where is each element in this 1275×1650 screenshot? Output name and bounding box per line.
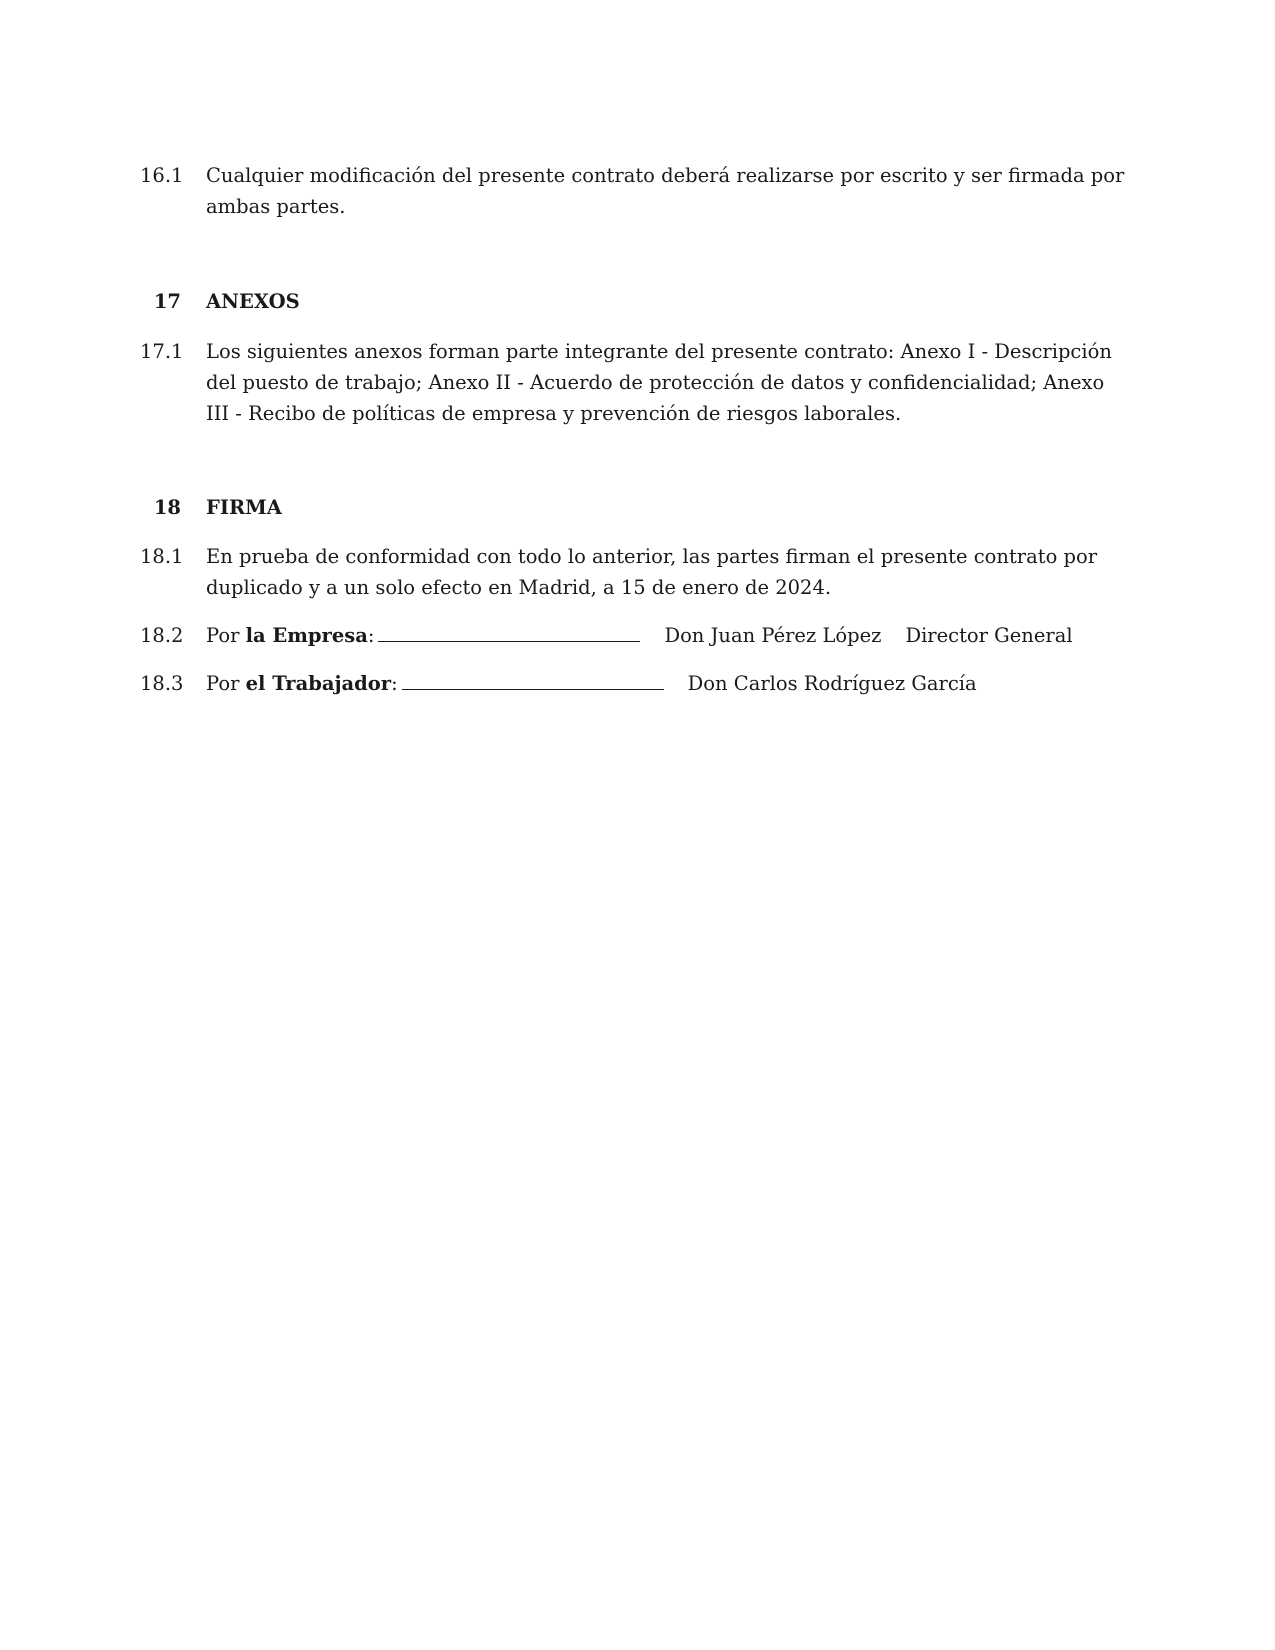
signature-blank — [402, 668, 664, 690]
clause-text: Los siguientes anexos forman parte integrante del presente contrato: Anexo I - Descripción del puesto de trabajo; Anexo II - Acuerdo de protección de datos y confidencialidad; Anexo III - Recibo de políticas de empresa y prevención de riesgos laborales. — [206, 340, 1112, 425]
signature-colon: : — [367, 624, 375, 647]
clause-number: 18.2 — [140, 624, 184, 647]
section-title: ANEXOS — [206, 290, 300, 313]
clause-number: 17.1 — [140, 340, 184, 363]
section-heading-18 — [140, 492, 1125, 523]
signer-name: Don Carlos Rodríguez García — [687, 672, 977, 695]
clause-number: 16.1 — [140, 164, 184, 187]
signature-line-employee — [206, 668, 1125, 699]
signature-colon: : — [391, 672, 398, 695]
clause-number: 18.3 — [140, 672, 184, 695]
clause-16-1 — [140, 160, 1125, 222]
clause-18-2 — [140, 620, 1125, 651]
section-number: 18 — [153, 496, 181, 519]
clause-17-1 — [140, 336, 1125, 429]
clause-18-1 — [140, 541, 1125, 603]
section-heading-17 — [140, 286, 1125, 317]
clause-text: Cualquier modificación del presente contrato deberá realizarse por escrito y ser firmada por ambas partes. — [206, 164, 1125, 218]
clause-text: En prueba de conformidad con todo lo anterior, las partes firman el presente contrato por duplicado y a un solo efecto en Madrid, a 15 de enero de 2024. — [206, 545, 1098, 599]
signature-line-company — [206, 620, 1125, 651]
party-name: el Trabajador — [245, 672, 392, 695]
signature-prefix: Por — [206, 672, 246, 695]
party-name: la Empresa — [245, 624, 368, 647]
signer-name: Don Juan Pérez López — [664, 624, 882, 647]
signature-blank — [378, 620, 640, 642]
section-number: 17 — [153, 290, 181, 313]
signer-role: Director General — [905, 624, 1073, 647]
section-title: FIRMA — [206, 496, 282, 519]
signature-prefix: Por — [206, 624, 246, 647]
clause-18-3 — [140, 668, 1125, 699]
clause-number: 18.1 — [140, 545, 184, 568]
